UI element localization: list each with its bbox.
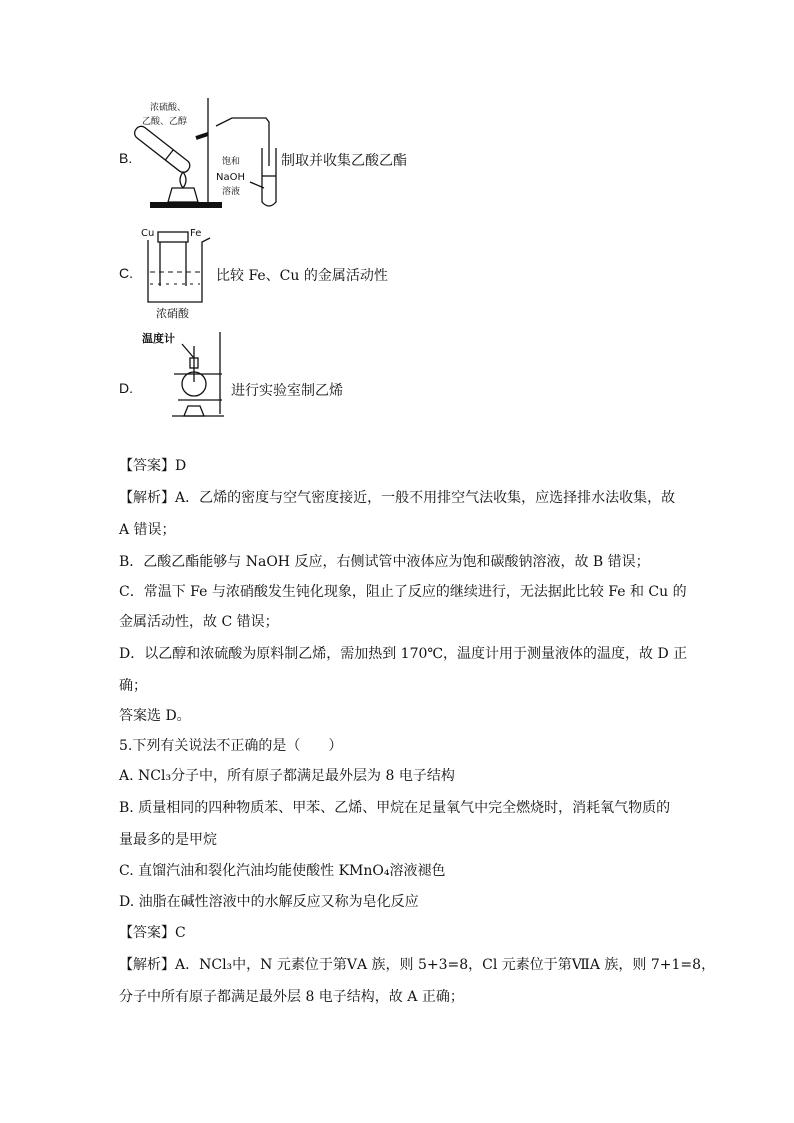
choice-b-continued: 量最多的是甲烷 xyxy=(119,832,217,848)
stand-base xyxy=(150,202,222,208)
fe-label: Fe xyxy=(190,228,202,239)
reaction-tube xyxy=(132,124,192,175)
option-b-label: B. xyxy=(119,150,133,166)
beaker xyxy=(148,238,210,302)
reagent-label-2: 乙酸、乙醇 xyxy=(142,117,188,127)
explanation-line: 确； xyxy=(119,678,147,694)
clamp xyxy=(196,134,208,138)
choice-a: A. NCl₃分子中，所有原子都满足最外层为 8 电子结构 xyxy=(119,768,455,784)
thermometer-label: 温度计 xyxy=(142,332,175,345)
explanation-line: B．乙酸乙酯能够与 NaOH 反应，右侧试管中液体应为饱和碳酸钠溶液，故 B 错误； xyxy=(119,554,650,570)
acid-label: 浓硝酸 xyxy=(156,307,189,320)
answer-line: 【答案】D xyxy=(119,458,187,474)
alcohol-lamp xyxy=(184,406,204,416)
solution-label-2: NaOH xyxy=(216,172,245,183)
question-stem: 5.下列有关说法不正确的是（ ） xyxy=(119,738,343,754)
choice-b: B. 质量相同的四种物质苯、甲苯、乙烯、甲烷在足量氧气中完全燃烧时，消耗氧气物质的 xyxy=(119,800,671,816)
choice-d: D. 油脂在碱性溶液中的水解反应又称为皂化反应 xyxy=(119,894,419,910)
explanation-line: D．以乙醇和浓硫酸为原料制乙烯，需加热到 170℃，温度计用于测量液体的温度，故 D 正 xyxy=(119,646,688,662)
flame xyxy=(180,172,186,188)
ethylene-apparatus-figure xyxy=(140,328,230,418)
solution-label-1: 饱和 xyxy=(222,157,241,167)
answer-line: 【答案】C xyxy=(119,925,186,941)
option-d-label: D. xyxy=(119,380,133,396)
option-c-label: C. xyxy=(119,265,133,281)
option-c-description: 比较 Fe、Cu 的金属活动性 xyxy=(216,268,388,284)
explanation-line: 分子中所有原子都满足最外层 8 电子结构，故 A 正确； xyxy=(119,989,464,1005)
alcohol-lamp xyxy=(168,188,198,202)
solution-label-3: 溶液 xyxy=(222,187,241,197)
electrode-beaker-figure xyxy=(140,226,220,322)
option-b-description: 制取并收集乙酸乙酯 xyxy=(281,153,407,169)
label-pointer xyxy=(182,344,194,358)
choice-c: C. 直馏汽油和裂化汽油均能使酸性 KMnO₄溶液褪色 xyxy=(119,863,446,879)
ester-apparatus-figure xyxy=(138,96,288,211)
option-d-description: 进行实验室制乙烯 xyxy=(231,383,343,399)
cu-label: Cu xyxy=(141,228,155,239)
electrode-holder xyxy=(158,232,188,242)
reagent-label-1: 浓硫酸、 xyxy=(150,103,187,113)
explanation-line: 【解析】A．乙烯的密度与空气密度接近，一般不用排空气法收集，应选择排水法收集，故 xyxy=(119,490,676,506)
explanation-line: 【解析】A．NCl₃中，N 元素位于第ⅤA 族，则 5+3=8，Cl 元素位于第ⅦA 族，则 7+1=8， xyxy=(119,957,716,973)
explanation-line: C．常温下 Fe 与浓硝酸发生钝化现象，阻止了反应的继续进行，无法据此比较 Fe 和 Cu 的 xyxy=(119,584,687,600)
explanation-line: A 错误； xyxy=(119,522,176,538)
explanation-line: 金属活动性，故 C 错误； xyxy=(119,614,279,630)
answer-choice-line: 答案选 D。 xyxy=(119,708,191,724)
